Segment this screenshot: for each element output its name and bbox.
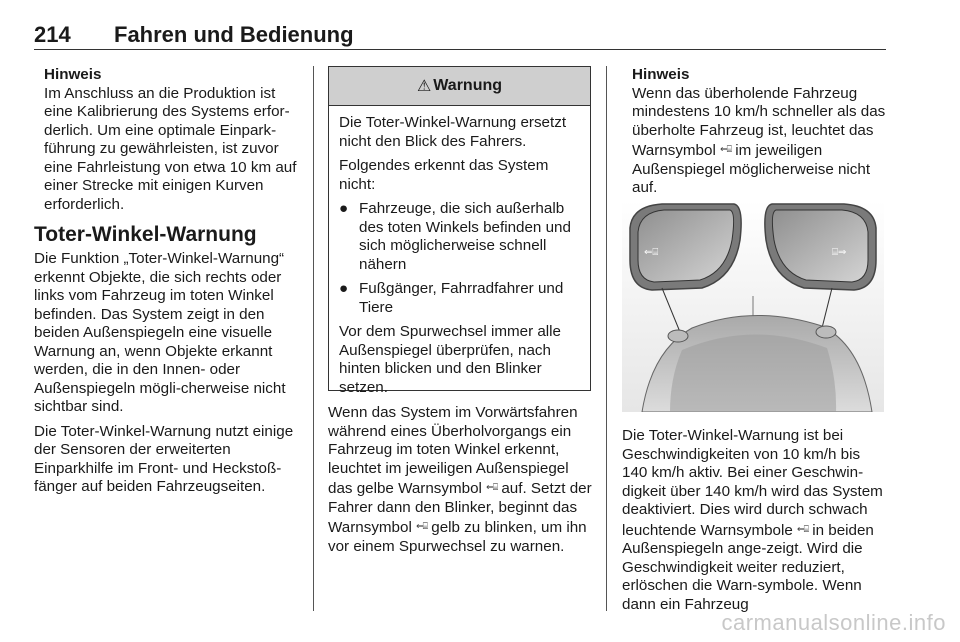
bullet-dot: ● (339, 280, 349, 297)
bullet-dot: ● (339, 200, 349, 217)
mirror-car-illustration (622, 200, 884, 412)
left-column (44, 66, 302, 214)
blind-spot-warning-icon: ⇐⌸ (720, 144, 732, 154)
column-divider-left (313, 66, 314, 611)
middle-text-part: gelb zu blinken, um ihn vor einem Spurwechsel zu warnen. (328, 519, 587, 555)
blind-spot-indicator-icon: ⌸⇒ (832, 247, 847, 258)
left-column-section (34, 214, 302, 497)
right-text-part: in beiden Außenspiegeln ange-zeigt. Wird die Geschwindigkeit weiter reduziert, erlöschen die Warn-symbole. Wenn dann ein Fahrzeug (622, 521, 874, 613)
watermark: carmanualsonline.info (721, 610, 946, 635)
right-text-part: Die Toter-Winkel-Warnung ist bei Geschwindigkeiten von 10 km/h bis 140 km/h aktiv. Bei einer Geschwin-digkeit über 140 km/h wird das System deaktiviert. Dies wird durch schwach leuchtende Warnsymbole (622, 427, 883, 539)
note-text: Im Anschluss an die Produktion ist eine Kalibrierung des Systems erfor-derlich. Um eine optimale Einpark-führung zu gewährleisten, ist zuvor eine Fahrleistung von etwa 10 km auf einer Strecke mit einigen Kurven erforderlich. (44, 84, 297, 213)
page-number: 214 (34, 22, 71, 47)
warning-title: Warnung (433, 77, 503, 94)
warning-bullet-1 (339, 200, 580, 274)
warning-bullet-2 (339, 280, 580, 317)
header-divider (34, 49, 886, 50)
warning-bullet-text: Fußgänger, Fahrradfahrer und Tiere (359, 280, 564, 316)
blind-spot-indicator-icon: ⇐⌸ (644, 247, 659, 258)
blind-spot-warning-icon: ⇐⌸ (797, 523, 808, 534)
warning-outro: Vor dem Spurwechsel immer alle Außenspiegel überprüfen, nach hinten blicken und den Blinker setzen. (339, 323, 561, 396)
warning-body (329, 106, 590, 397)
blind-spot-warning-icon: ⇐⌸ (486, 482, 498, 492)
middle-text-part: Wenn das System im Vorwärtsfahren während eines Überholvorgangs ein Fahrzeug im toten Winkel erkennt, leuchtet im jeweiligen Außenspiegel das gelbe Warnsymbol (328, 404, 578, 497)
warning-lead: Folgendes erkennt das System nicht: (339, 157, 549, 193)
warning-intro: Die Toter-Winkel-Warnung ersetzt nicht den Blick des Fahrers. (339, 114, 567, 150)
right-side-mirror-shape (816, 326, 836, 338)
right-column-text (622, 427, 888, 614)
middle-paragraph (328, 404, 594, 556)
warning-triangle-icon: ⚠ (416, 78, 432, 95)
column-divider-right (606, 66, 607, 611)
note-title: Hinweis (44, 66, 102, 83)
blind-spot-warning-icon: ⇐⌸ (416, 521, 428, 531)
note-text-part: Wenn das überholende Fahrzeug mindestens 10 km/h schneller als das überholte Fahrzeug ist, leuchtet das Warnsymbol (632, 84, 886, 159)
chapter-title: Fahren und Bedienung (114, 22, 354, 47)
right-column-note (632, 66, 888, 198)
section-paragraph-1: Die Funktion „Toter-Winkel-Warnung“ erkennt Objekte, die sich rechts oder links vom Fahrzeug im toten Winkel befinden. Das System zeigt in den beiden Außenspiegeln eine visuelle Warnung an, wenn Objekte erkannt werden, die in den Innen- oder Außenspiegeln mögli-cherweise nicht sichtbar sind. (34, 250, 286, 415)
middle-column (328, 404, 594, 556)
right-paragraph (622, 427, 888, 614)
section-title: Toter-Winkel-Warnung (34, 223, 257, 246)
warning-header (329, 67, 590, 106)
page-header (34, 22, 886, 52)
warning-box (328, 66, 591, 396)
middle-text-part: auf. Setzt der Fahrer dann den Blinker, beginnt das Warnsymbol (328, 480, 592, 536)
note-title: Hinweis (632, 66, 690, 83)
note-text-part: im jeweiligen Außenspiegel möglicherweise nicht auf. (632, 142, 871, 196)
section-paragraph-2: Die Toter-Winkel-Warnung nutzt einige der Sensoren der erweiterten Einparkhilfe im Front- und Heckstoß-fänger auf beiden Fahrzeugseiten. (34, 422, 294, 495)
left-side-mirror-shape (668, 330, 688, 342)
warning-bullet-text: Fahrzeuge, die sich außerhalb des toten Winkels befinden und sich möglicherweise schnell nähern (359, 200, 571, 273)
note-text (632, 85, 888, 198)
